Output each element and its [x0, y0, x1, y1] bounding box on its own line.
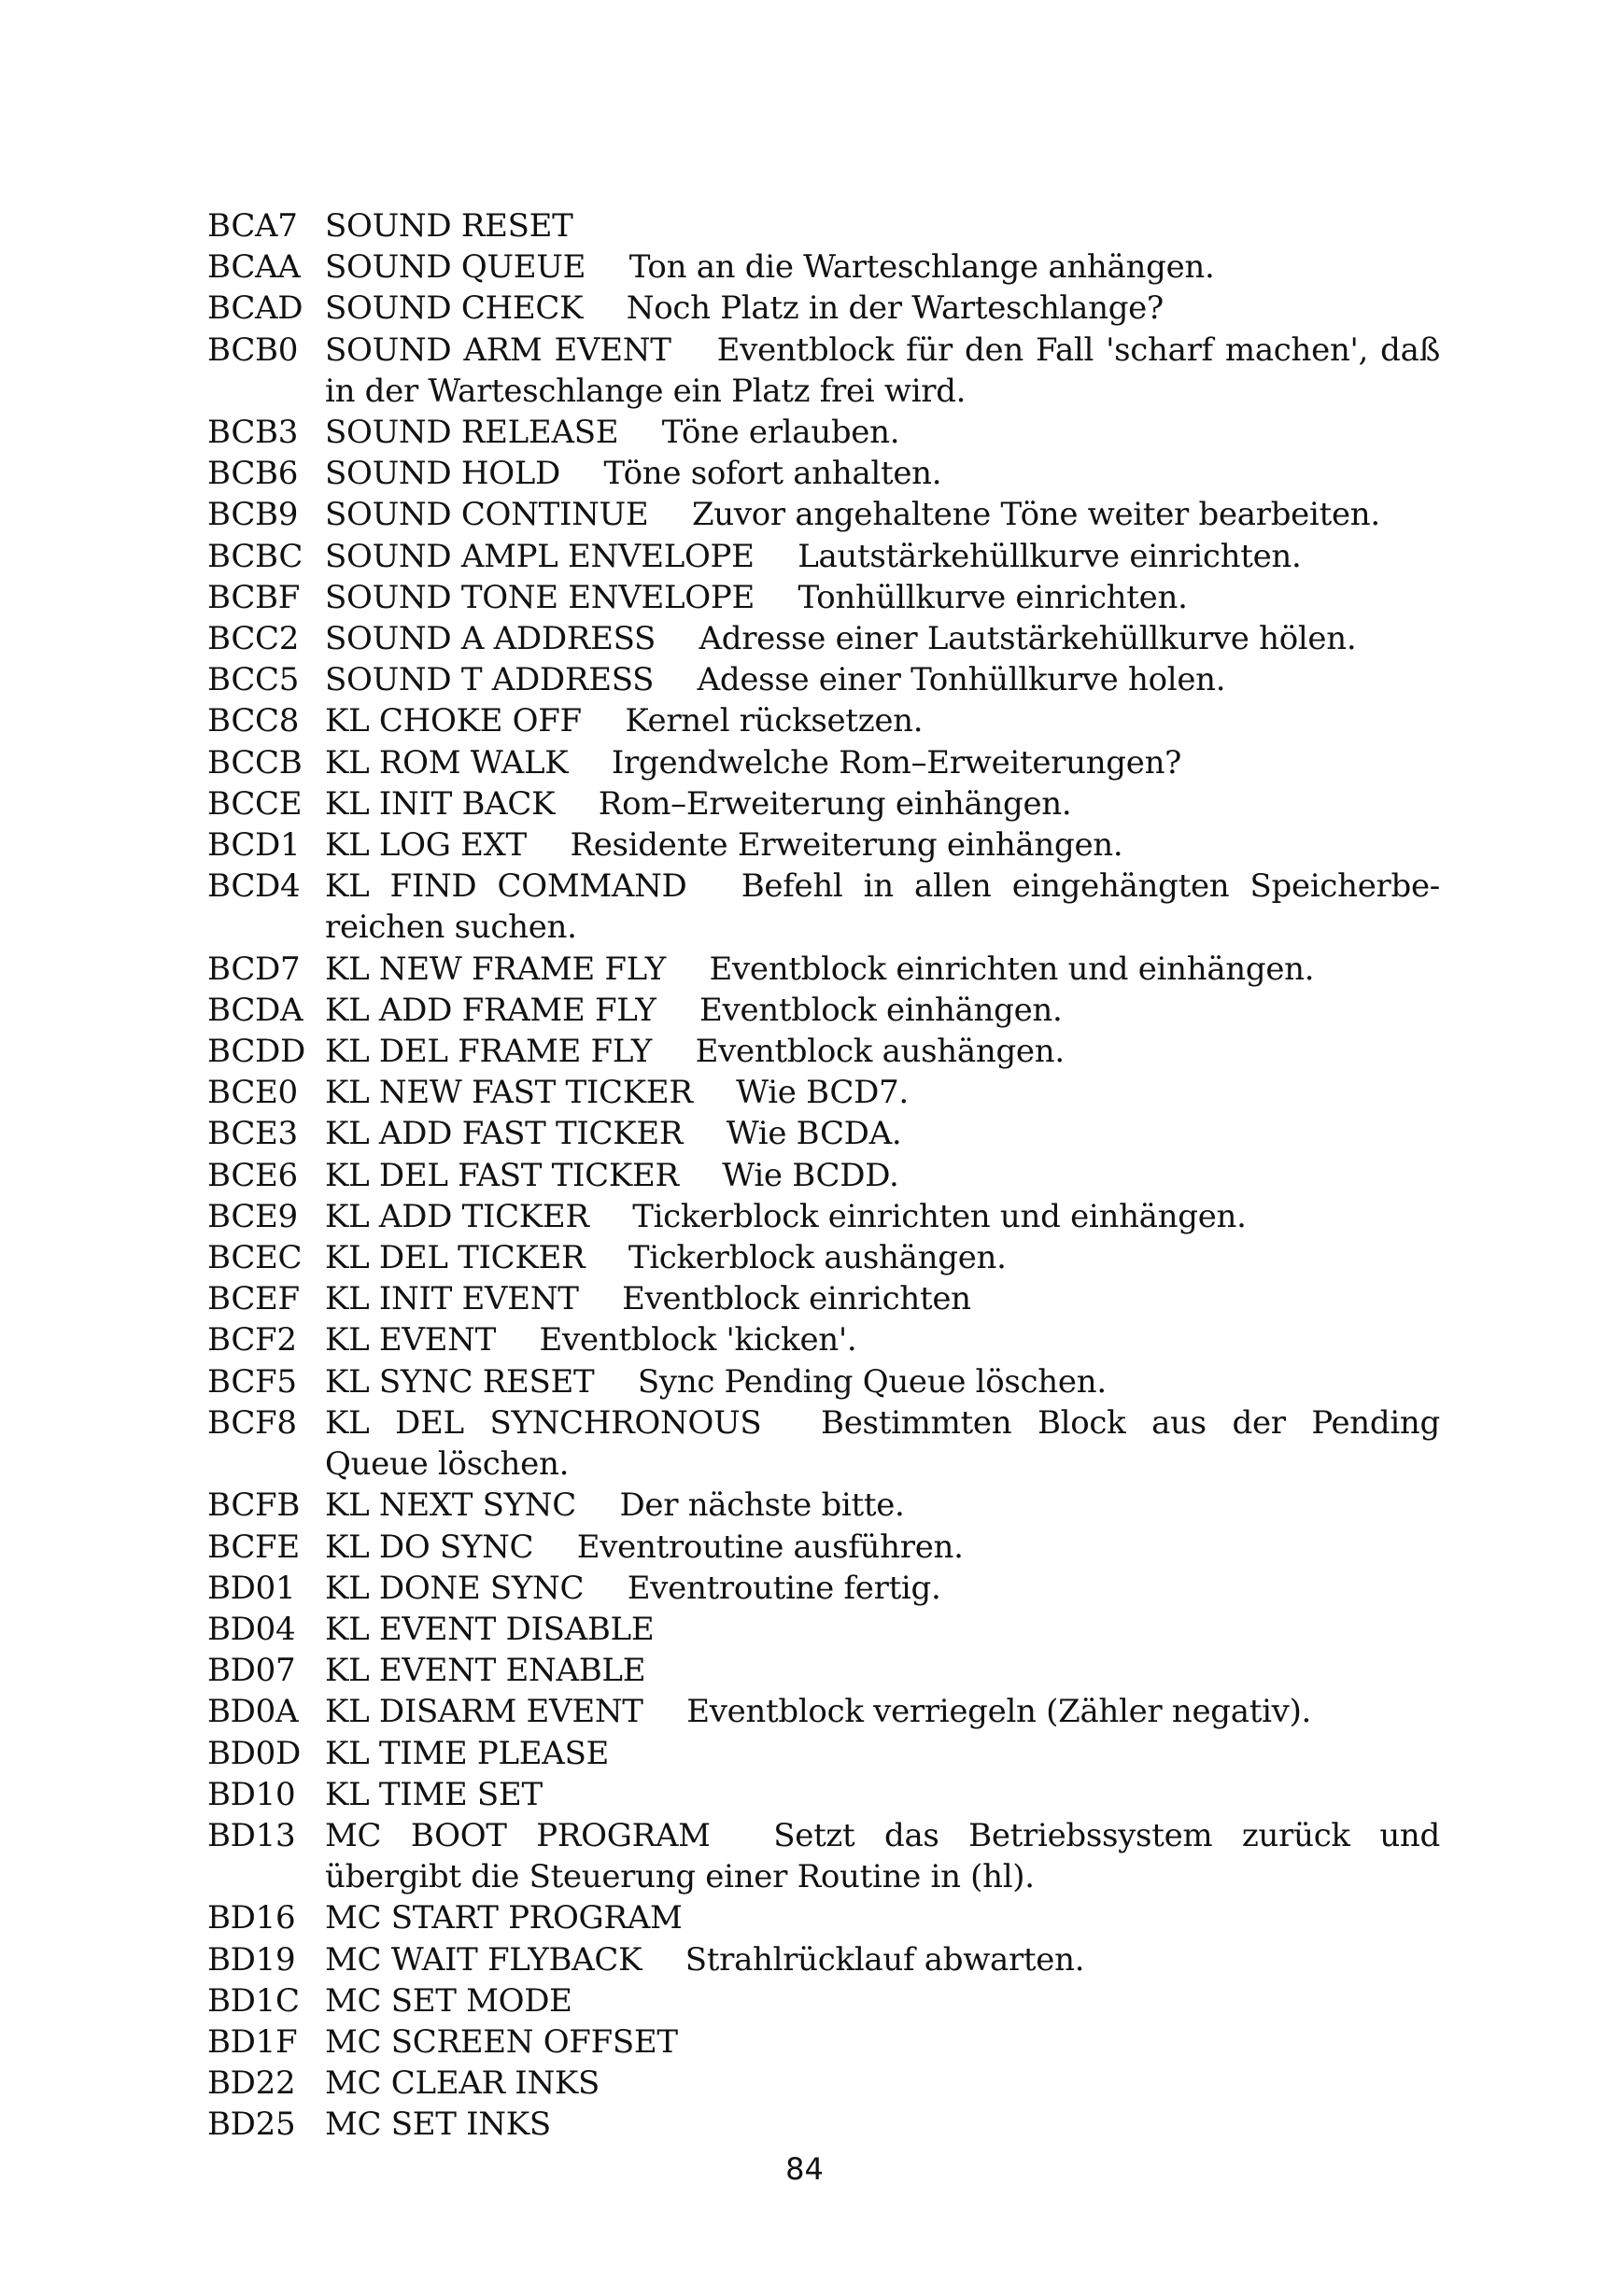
entry-name: MC SCREEN OFFSET: [325, 2022, 678, 2061]
entry-address: BCAA: [207, 248, 301, 287]
entry-body: [325, 1402, 1440, 1485]
entry-name: KL FIND COMMAND: [325, 867, 687, 906]
entry-address: BD07: [207, 1652, 296, 1690]
entry-name: SOUND QUEUE: [325, 248, 586, 287]
entry-description: Sync Pending Queue löschen.: [637, 1362, 1107, 1401]
entry-address: BD04: [207, 1610, 296, 1648]
entry-address: BCC8: [207, 702, 300, 740]
entry-description: Residente Erweiterung einhängen.: [570, 826, 1123, 865]
entry-name: KL DEL SYNCHRONOUS: [325, 1403, 762, 1442]
entry-body: [325, 1031, 1440, 1072]
entry-name: KL NEW FRAME FLY: [325, 950, 666, 988]
entry-name: KL TIME SET: [325, 1775, 543, 1813]
entry-body: [325, 2063, 1440, 2104]
entry-address: BCD1: [207, 826, 301, 865]
entry-address: BCFE: [207, 1528, 300, 1566]
entry-description: Eventblock für den Fall 'scharf machen', daß in der Warteschlange ein Platz frei wird.: [325, 331, 1440, 410]
entry-address: BCF8: [207, 1403, 297, 1442]
entry-row: [207, 2021, 1440, 2063]
entry-description: Eventblock einrichten und einhängen.: [709, 950, 1315, 988]
entry-address: BCF5: [207, 1362, 297, 1401]
entry-address: BCE6: [207, 1156, 298, 1194]
entry-body: [325, 577, 1440, 618]
entry-body: [325, 618, 1440, 659]
entry-body: [325, 742, 1440, 783]
entry-description: Eventblock aushängen.: [695, 1033, 1065, 1071]
entry-description: Tickerblock aushängen.: [628, 1239, 1007, 1277]
entry-row: [207, 1031, 1440, 1072]
entry-description: Eventblock einrichten: [622, 1280, 971, 1318]
entry-description: Eventblock einhängen.: [699, 991, 1063, 1029]
entry-address: BCB0: [207, 331, 299, 369]
entry-address: BD0A: [207, 1693, 299, 1731]
entry-row: [207, 288, 1440, 329]
entry-description: Eventroutine fertig.: [627, 1569, 941, 1607]
entry-address: BD1C: [207, 1981, 300, 2020]
entry-description: Setzt das Betriebssystem zurück und übergibt die Steuerung einer Routine in (hl).: [325, 1816, 1440, 1896]
entry-body: [325, 1196, 1440, 1237]
entry-name: KL DEL TICKER: [325, 1239, 586, 1277]
entry-body: [325, 1113, 1440, 1154]
entry-row: [207, 659, 1440, 700]
entry-row: [207, 1155, 1440, 1196]
entry-row: [207, 494, 1440, 535]
entry-body: [325, 205, 1440, 247]
entry-body: [325, 1072, 1440, 1113]
entry-row: [207, 1650, 1440, 1691]
entry-name: KL ROM WALK: [325, 743, 569, 782]
entry-body: [325, 2021, 1440, 2063]
entry-body: [325, 700, 1440, 741]
entry-body: [325, 1319, 1440, 1360]
entry-body: [325, 494, 1440, 535]
entry-row: [207, 1897, 1440, 1938]
entry-address: BCE3: [207, 1115, 298, 1153]
entry-row: [207, 824, 1440, 866]
entry-body: [325, 1815, 1440, 1897]
entry-address: BD25: [207, 2106, 296, 2144]
entry-name: SOUND RELEASE: [325, 414, 619, 452]
entry-address: BD16: [207, 1899, 296, 1937]
entry-address: BCC2: [207, 620, 300, 658]
entry-address: BCE9: [207, 1197, 298, 1235]
entry-name: SOUND TONE ENVELOPE: [325, 578, 755, 616]
entry-address: BD01: [207, 1569, 296, 1607]
entry-body: [325, 1361, 1440, 1402]
entry-address: BCA7: [207, 207, 298, 245]
entry-row: [207, 1939, 1440, 1980]
entry-address: BCCE: [207, 784, 303, 823]
entry-name: KL TIME PLEASE: [325, 1734, 610, 1772]
entry-body: [325, 412, 1440, 453]
entry-name: SOUND HOLD: [325, 455, 561, 493]
entry-row: [207, 330, 1440, 412]
entry-name: SOUND CHECK: [325, 289, 584, 328]
entry-row: [207, 1609, 1440, 1650]
entry-name: SOUND ARM EVENT: [325, 331, 671, 369]
entry-body: [325, 536, 1440, 577]
entry-name: KL DISARM EVENT: [325, 1693, 643, 1731]
entry-description: Lautstärkehüllkurve einrichten.: [797, 537, 1302, 575]
entry-name: KL SYNC RESET: [325, 1362, 595, 1401]
entry-body: [325, 1733, 1440, 1774]
entry-row: [207, 866, 1440, 948]
entry-address: BCAD: [207, 289, 303, 328]
entry-description: Adresse einer Lautstärkehüllkurve hölen.: [699, 620, 1357, 658]
entry-name: MC SET MODE: [325, 1981, 572, 2020]
entry-name: MC CLEAR INKS: [325, 2064, 600, 2103]
entry-description: Bestimmten Block aus der Pending Queue löschen.: [325, 1403, 1440, 1484]
entry-body: [325, 1609, 1440, 1650]
entry-name: KL CHOKE OFF: [325, 702, 582, 740]
entry-body: [325, 1980, 1440, 2021]
entry-name: KL DONE SYNC: [325, 1569, 585, 1607]
entry-name: KL INIT BACK: [325, 784, 556, 823]
entry-row: [207, 1815, 1440, 1897]
entry-row: [207, 453, 1440, 494]
entry-row: [207, 1072, 1440, 1113]
entry-row: [207, 2104, 1440, 2145]
entry-row: [207, 949, 1440, 990]
entry-description: Eventblock verriegeln (Zähler negativ).: [686, 1693, 1312, 1731]
entry-name: KL ADD TICKER: [325, 1197, 589, 1235]
entry-body: [325, 2104, 1440, 2145]
entry-row: [207, 1237, 1440, 1278]
entry-row: [207, 1691, 1440, 1732]
entry-name: KL EVENT DISABLE: [325, 1610, 655, 1648]
entry-row: [207, 700, 1440, 741]
entry-body: [325, 659, 1440, 700]
entry-name: KL ADD FAST TICKER: [325, 1115, 684, 1153]
entry-name: KL ADD FRAME FLY: [325, 991, 656, 1029]
entry-description: Rom–Erweiterung einhängen.: [598, 784, 1072, 823]
entry-address: BCCB: [207, 743, 303, 782]
entry-address: BCBC: [207, 537, 303, 575]
entry-body: [325, 783, 1440, 824]
entry-row: [207, 2063, 1440, 2104]
entry-name: SOUND CONTINUE: [325, 496, 649, 534]
entry-description: Wie BCD7.: [736, 1074, 909, 1112]
entry-row: [207, 1774, 1440, 1815]
entry-body: [325, 288, 1440, 329]
entry-address: BCBF: [207, 578, 301, 616]
entry-address: BCEF: [207, 1280, 300, 1318]
entry-body: [325, 1485, 1440, 1526]
entry-description: Kernel rücksetzen.: [625, 702, 924, 740]
entry-body: [325, 1897, 1440, 1938]
entry-address: BCB9: [207, 496, 299, 534]
entry-name: KL LOG EXT: [325, 826, 527, 865]
entry-row: [207, 742, 1440, 783]
entry-name: SOUND T ADDRESS: [325, 661, 655, 699]
entry-address: BD13: [207, 1816, 296, 1854]
page-number: 84: [785, 2151, 824, 2187]
firmware-entry-list: [207, 205, 1440, 2146]
entry-description: Wie BCDD.: [722, 1156, 899, 1194]
entry-description: Befehl in allen eingehängten Speicherbe- reichen suchen.: [325, 867, 1440, 947]
entry-address: BCEC: [207, 1239, 303, 1277]
entry-body: [325, 866, 1440, 948]
entry-body: [325, 990, 1440, 1031]
entry-address: BCD7: [207, 950, 301, 988]
entry-name: SOUND RESET: [325, 207, 573, 245]
entry-body: [325, 1691, 1440, 1732]
entry-row: [207, 1113, 1440, 1154]
entry-description: Irgendwelche Rom–Erweiterungen?: [611, 743, 1182, 782]
entry-address: BD0D: [207, 1734, 301, 1772]
entry-name: SOUND A ADDRESS: [325, 620, 656, 658]
entry-body: [325, 247, 1440, 288]
entry-body: [325, 453, 1440, 494]
entry-body: [325, 1155, 1440, 1196]
entry-name: MC WAIT FLYBACK: [325, 1940, 642, 1979]
entry-address: BCDA: [207, 991, 303, 1029]
entry-body: [325, 1568, 1440, 1609]
entry-address: BD10: [207, 1775, 296, 1813]
entry-row: [207, 1278, 1440, 1319]
entry-body: [325, 1237, 1440, 1278]
entry-body: [325, 1527, 1440, 1568]
entry-body: [325, 824, 1440, 866]
entry-row: [207, 618, 1440, 659]
entry-address: BCB3: [207, 414, 299, 452]
entry-body: [325, 1939, 1440, 1980]
entry-name: MC SET INKS: [325, 2106, 551, 2144]
entry-row: [207, 783, 1440, 824]
entry-row: [207, 1568, 1440, 1609]
entry-address: BD22: [207, 2064, 296, 2103]
entry-row: [207, 247, 1440, 288]
entry-address: BCFB: [207, 1486, 301, 1525]
entry-description: Eventblock 'kicken'.: [539, 1321, 857, 1359]
entry-description: Adesse einer Tonhüllkurve holen.: [697, 661, 1226, 699]
entry-address: BCDD: [207, 1033, 305, 1071]
entry-address: BCE0: [207, 1074, 298, 1112]
entry-row: [207, 1402, 1440, 1485]
entry-row: [207, 1527, 1440, 1568]
entry-description: Töne sofort anhalten.: [603, 455, 942, 493]
entry-row: [207, 1319, 1440, 1360]
entry-address: BCC5: [207, 661, 300, 699]
entry-name: KL NEW FAST TICKER: [325, 1074, 693, 1112]
entry-address: BCB6: [207, 455, 299, 493]
entry-name: KL NEXT SYNC: [325, 1486, 576, 1525]
entry-description: Tickerblock einrichten und einhängen.: [632, 1197, 1247, 1235]
entry-row: [207, 1733, 1440, 1774]
entry-address: BCF2: [207, 1321, 297, 1359]
entry-name: MC BOOT PROGRAM: [325, 1816, 711, 1854]
entry-row: [207, 990, 1440, 1031]
entry-name: KL DEL FRAME FLY: [325, 1033, 653, 1071]
entry-body: [325, 330, 1440, 412]
entry-address: BD19: [207, 1940, 296, 1979]
entry-name: SOUND AMPL ENVELOPE: [325, 537, 755, 575]
entry-body: [325, 949, 1440, 990]
entry-description: Noch Platz in der Warteschlange?: [626, 289, 1164, 328]
entry-description: Ton an die Warteschlange anhängen.: [628, 248, 1215, 287]
entry-row: [207, 412, 1440, 453]
entry-description: Tonhüllkurve einrichten.: [797, 578, 1188, 616]
entry-name: KL EVENT ENABLE: [325, 1652, 646, 1690]
entry-body: [325, 1774, 1440, 1815]
entry-name: KL INIT EVENT: [325, 1280, 579, 1318]
entry-description: Zuvor angehaltene Töne weiter bearbeiten.: [691, 496, 1380, 534]
entry-row: [207, 536, 1440, 577]
entry-description: Töne erlauben.: [661, 414, 900, 452]
entry-description: Eventroutine ausführen.: [576, 1528, 964, 1566]
entry-row: [207, 205, 1440, 247]
entry-description: Der nächste bitte.: [619, 1486, 905, 1525]
entry-body: [325, 1650, 1440, 1691]
entry-description: Wie BCDA.: [726, 1115, 902, 1153]
entry-row: [207, 1361, 1440, 1402]
entry-name: KL EVENT: [325, 1321, 497, 1359]
entry-row: [207, 1980, 1440, 2021]
entry-row: [207, 577, 1440, 618]
entry-name: KL DEL FAST TICKER: [325, 1156, 679, 1194]
entry-address: BD1F: [207, 2022, 298, 2061]
entry-row: [207, 1196, 1440, 1237]
entry-address: BCD4: [207, 867, 301, 906]
entry-name: KL DO SYNC: [325, 1528, 534, 1566]
entry-body: [325, 1278, 1440, 1319]
entry-description: Strahlrücklauf abwarten.: [685, 1940, 1085, 1979]
entry-row: [207, 1485, 1440, 1526]
entry-name: MC START PROGRAM: [325, 1899, 683, 1937]
